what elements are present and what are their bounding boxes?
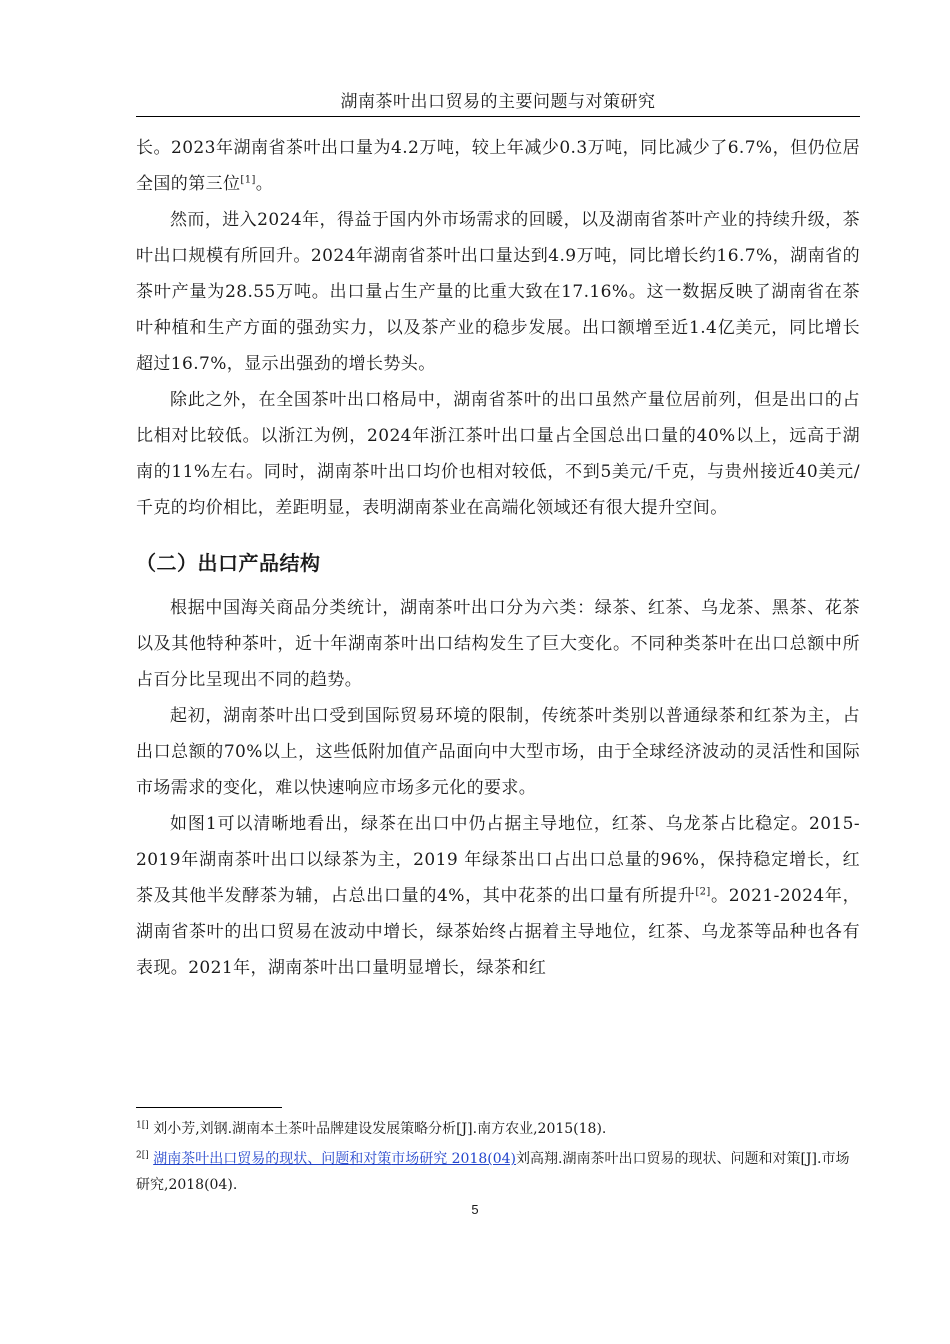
- paragraph-1-tail: 。: [255, 174, 274, 194]
- paragraph-6-text: 如图1可以清晰地看出，绿茶在出口中仍占据主导地位，红茶、乌龙茶占比稳定。2015-2019年湖南茶叶出口以绿茶为主，2019 年绿茶出口占出口总量的96%，保持稳定增长，红茶及其他半发酵茶为辅，占总出口量的4%，其中花茶的出口量有所提升: [136, 814, 860, 906]
- paragraph-4: 根据中国海关商品分类统计，湖南茶叶出口分为六类：绿茶、红茶、乌龙茶、黑茶、花茶以及其他特种茶叶，近十年湖南茶叶出口结构发生了巨大变化。不同种类茶叶在出口总额中所占百分比呈现出不同的趋势。: [136, 598, 860, 690]
- paragraph-1: [136, 130, 860, 202]
- footnote-1-text: 刘小芳,刘钢.湖南本土茶叶品牌建设发展策略分析[J].南方农业,2015(18).: [148, 1121, 607, 1137]
- footnote-1: [136, 1116, 860, 1142]
- footnotes: [136, 1116, 860, 1202]
- body-content: [136, 130, 860, 986]
- section-heading: （二）出口产品结构: [136, 551, 321, 575]
- paragraph-2: 然而，进入2024年，得益于国内外市场需求的回暖，以及湖南省茶叶产业的持续升级，茶叶出口规模有所回升。2024年湖南省茶叶出口量达到4.9万吨，同比增长约16.7%，湖南省的茶叶产量为28.55万吨。出口量占生产量的比重大致在17.16%。这一数据反映了湖南省在茶叶种植和生产方面的强劲实力，以及茶产业的稳步发展。出口额增至近1.4亿美元，同比增长超过16.7%，显示出强劲的增长势头。: [136, 210, 860, 374]
- paragraph-5: 起初，湖南茶叶出口受到国际贸易环境的限制，传统茶叶类别以普通绿茶和红茶为主，占出口总额的70%以上，这些低附加值产品面向中大型市场，由于全球经济波动的灵活性和国际市场需求的变化，难以快速响应市场多元化的要求。: [136, 706, 860, 798]
- paragraph-3: 除此之外，在全国茶叶出口格局中，湖南省茶叶的出口虽然产量位居前列，但是出口的占比相对比较低。以浙江为例，2024年浙江茶叶出口量占全国总出口量的40%以上，远高于湖南的11%左右。同时，湖南茶叶出口均价也相对较低，不到5美元/千克，与贵州接近40美元/千克的均价相比，差距明显，表明湖南茶业在高端化领域还有很大提升空间。: [136, 390, 860, 518]
- paragraph-6-tail: 。2021-2024年，湖南省茶叶的出口贸易在波动中增长，绿茶始终占据着主导地位，红茶、乌龙茶等品种也各有表现。2021年，湖南茶叶出口量明显增长，绿茶和红: [136, 886, 860, 978]
- page-number: 5: [471, 1202, 479, 1217]
- footnote-2-mark: 2[]: [136, 1150, 149, 1161]
- footnote-1-mark: 1[]: [136, 1120, 149, 1131]
- footnote-2: [136, 1146, 860, 1198]
- citation-2[interactable]: [2]: [695, 886, 711, 898]
- footnote-2-text: 刘高翔.湖南茶叶出口贸易的现状、问题和对策[J].市场研究,2018(04).: [136, 1151, 850, 1193]
- paragraph-1-text: 长。2023年湖南省茶叶出口量为4.2万吨，较上年减少0.3万吨，同比减少了6.7%，但仍位居全国的第三位: [136, 138, 860, 194]
- footnote-2-link-journal[interactable]: 市场研究 2018(04): [391, 1151, 517, 1167]
- running-header: 湖南茶叶出口贸易的主要问题与对策研究: [136, 88, 860, 117]
- paragraph-6: [136, 806, 860, 986]
- citation-1[interactable]: [1]: [240, 174, 256, 186]
- footnote-2-link-title[interactable]: 湖南茶叶出口贸易的现状、问题和对策: [153, 1151, 392, 1167]
- footnote-separator: [136, 1107, 282, 1108]
